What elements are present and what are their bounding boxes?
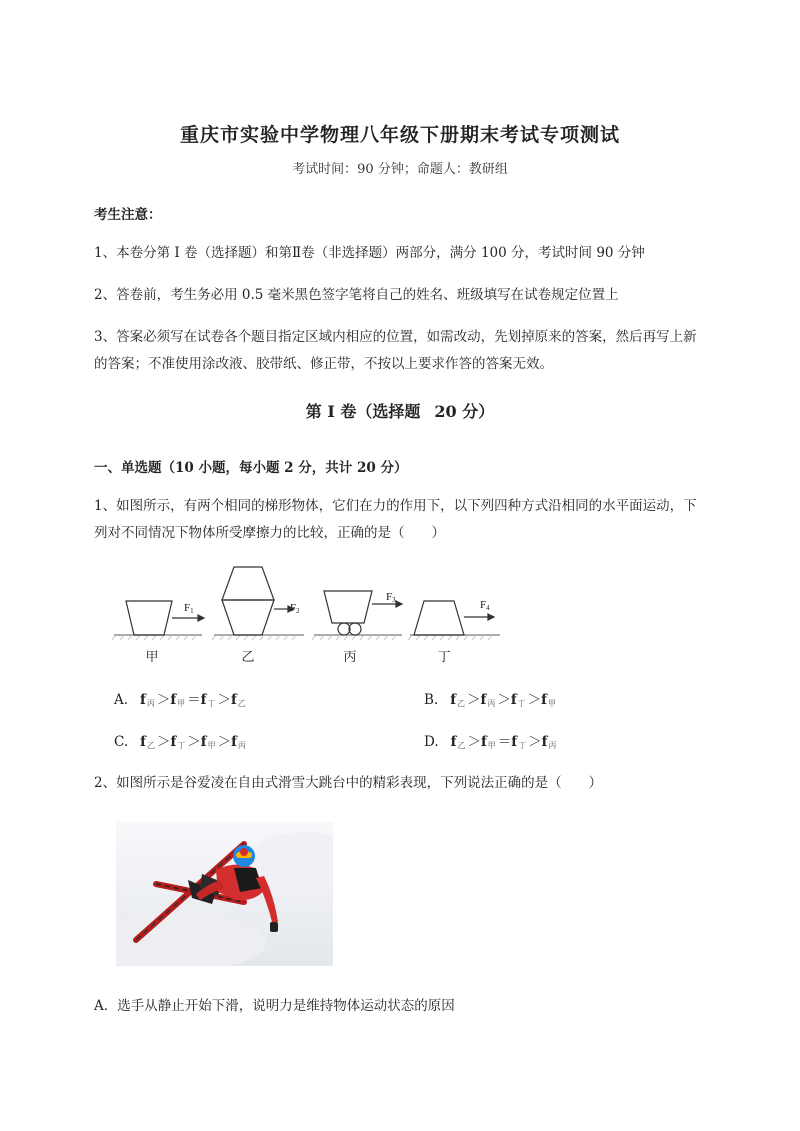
friction-symbol: f: [480, 692, 487, 708]
friction-symbol: f: [140, 692, 146, 708]
skier-photo: [116, 822, 333, 966]
comparison-operator: ＞: [217, 734, 232, 750]
trapezoid-jia: [126, 601, 172, 635]
q1-stem-line1: 1、如图所示，有两个相同的梯形物体，它们在力的作用下，以下列四种方式沿相同的水平面运动，下: [94, 498, 697, 514]
friction-symbol: f: [200, 692, 207, 708]
comparison-operator: ＞: [527, 692, 542, 708]
roller-2: [349, 623, 361, 635]
notice-item-3-cont: 的答案；不准使用涂改液、胶带纸、修正带，不按以上要求作答的答案无效。: [94, 356, 553, 372]
friction-symbol: f: [541, 734, 548, 750]
case-label-yi: 乙: [241, 650, 255, 665]
comparison-operator: ＝: [187, 692, 201, 708]
trapezoid-ding: [414, 601, 464, 635]
friction-symbol: f: [200, 734, 207, 750]
roller-1: [338, 623, 350, 635]
force-label-4: F4: [480, 599, 490, 612]
friction-subscript: 乙: [237, 699, 246, 708]
q1-option-c[interactable]: [114, 730, 248, 751]
ground-hatch-1: [112, 635, 196, 640]
ground-hatch-3: [312, 635, 396, 640]
comparison-operator: ＞: [467, 734, 481, 750]
friction-subscript: 丙: [146, 699, 155, 708]
section-title: [0, 399, 800, 422]
friction-subscript: 甲: [547, 699, 556, 708]
friction-symbol: f: [450, 734, 457, 750]
friction-subscript: 乙: [146, 741, 155, 750]
comparison-operator: ＝: [497, 734, 512, 750]
friction-symbol: f: [140, 734, 146, 750]
friction-subscript: 丙: [548, 741, 557, 750]
section-title-score: 20 分）: [434, 402, 495, 421]
friction-subscript: 丙: [487, 699, 496, 708]
case-label-jia: 甲: [145, 650, 159, 665]
case-label-ding: 丁: [437, 650, 451, 665]
force-label-1: F1: [184, 602, 194, 615]
friction-subscript: 丁: [517, 699, 526, 708]
notice-item-3: 3、答案必须写在试卷各个题目指定区域内相应的位置，如需改动，先划掉原来的答案，然后再写上新: [94, 329, 697, 345]
friction-subscript: 乙: [457, 699, 466, 708]
option-letter: B.: [424, 692, 439, 708]
q1-option-b[interactable]: [424, 688, 558, 709]
case-label-bing: 丙: [343, 650, 357, 665]
comparison-operator: ＞: [156, 734, 171, 750]
q2-option-a[interactable]: A．选手从静止开始下滑，说明力是维持物体运动状态的原因: [94, 998, 455, 1014]
option-letter: C.: [114, 734, 129, 750]
friction-symbol: f: [541, 692, 547, 708]
comparison-operator: ＞: [187, 734, 201, 750]
trapezoid-yi-bottom: [222, 600, 274, 635]
option-letter: A.: [114, 692, 129, 708]
friction-subscript: 乙: [457, 741, 466, 750]
friction-subscript: 甲: [207, 741, 216, 750]
q2-stem: 2、如图所示是谷爱凌在自由式滑雪大跳台中的精彩表现，下列说法正确的是（ ）: [94, 775, 603, 791]
friction-symbol: f: [230, 692, 237, 708]
friction-symbol: f: [170, 734, 177, 750]
friction-symbol: f: [480, 734, 487, 750]
comparison-operator: ＞: [217, 692, 231, 708]
friction-symbol: f: [510, 692, 517, 708]
section-title-main: 第 I 卷（选择题: [305, 402, 421, 421]
notice-item-1: 1、本卷分第 I 卷（选择题）和第Ⅱ卷（非选择题）两部分，满分 100 分，考试时间 90 分钟: [94, 245, 645, 261]
force-label-2: F2: [290, 602, 300, 615]
part-heading: 一、单选题（10 小题，每小题 2 分，共计 20 分）: [94, 460, 408, 476]
ground-hatch-4: [408, 635, 492, 640]
notice-item-2: 2、答卷前，考生务必用 0.5 毫米黑色签字笔将自己的姓名、班级填写在试卷规定位置上: [94, 287, 619, 303]
q1-option-d[interactable]: [424, 730, 558, 751]
friction-symbol: f: [511, 734, 518, 750]
friction-subscript: 甲: [177, 699, 186, 708]
comparison-operator: ＞: [497, 692, 511, 708]
friction-subscript: 丙: [237, 741, 246, 750]
q1-stem-line2: 列对不同情况下物体所受摩擦力的比较，正确的是（ ）: [94, 525, 445, 541]
option-letter: D.: [424, 734, 439, 750]
comparison-operator: ＞: [467, 692, 481, 708]
friction-symbol: f: [170, 692, 177, 708]
comparison-operator: ＞: [156, 692, 171, 708]
notice-heading: 考生注意：: [94, 207, 162, 223]
friction-symbol: f: [231, 734, 237, 750]
friction-subscript: 丁: [518, 741, 527, 750]
ground-hatch-2: [212, 635, 296, 640]
trapezoid-bing: [324, 591, 372, 623]
friction-subscript: 甲: [487, 741, 496, 750]
force-label-3: F3: [386, 591, 396, 604]
friction-symbol: f: [450, 692, 457, 708]
page-subtitle: 考试时间：90 分钟；命题人：教研组: [292, 162, 508, 177]
q1-option-a[interactable]: [114, 688, 248, 709]
friction-subscript: 丁: [207, 699, 216, 708]
comparison-operator: ＞: [528, 734, 542, 750]
trapezoid-yi-top: [222, 567, 274, 600]
friction-figure: [110, 560, 510, 670]
page-title: 重庆市实验中学物理八年级下册期末考试专项测试: [179, 124, 620, 146]
friction-subscript: 丁: [177, 741, 186, 750]
